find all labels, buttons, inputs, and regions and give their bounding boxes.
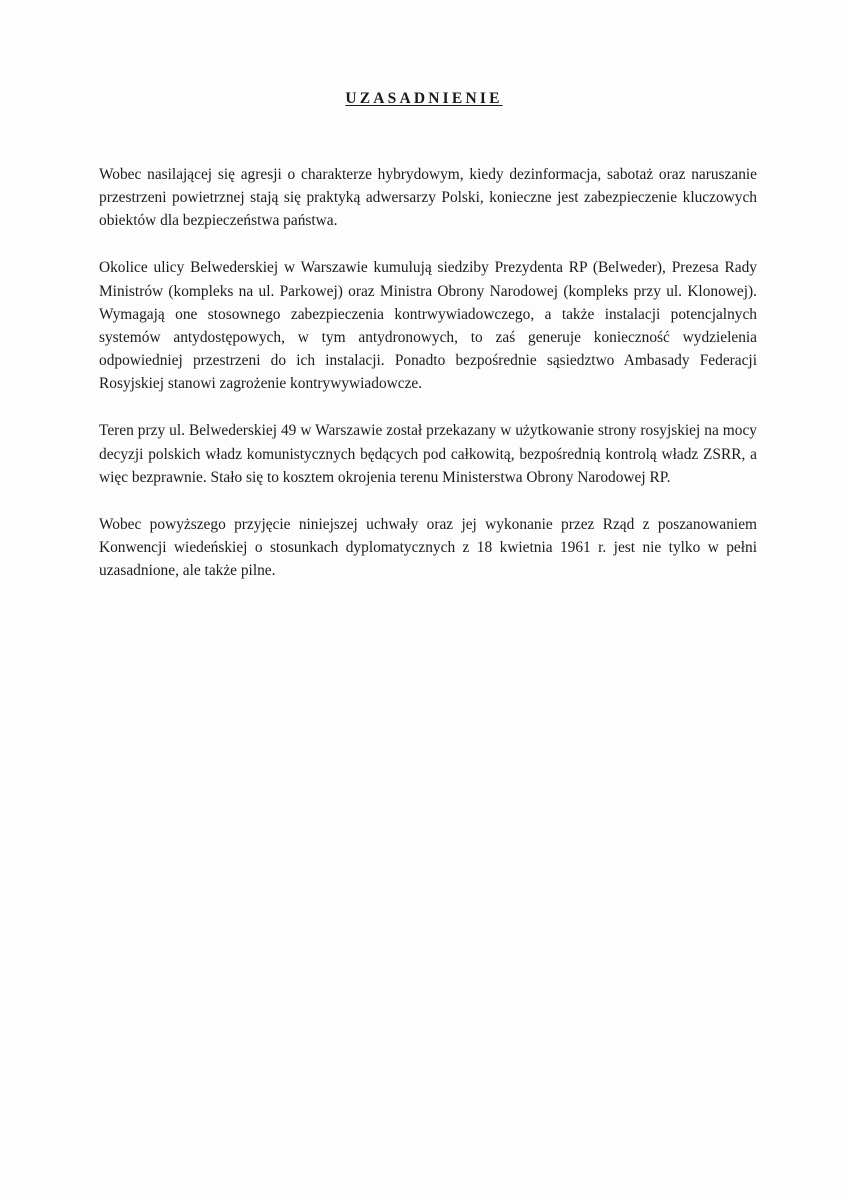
paragraph-2: Okolice ulicy Belwederskiej w Warszawie kumulują siedziby Prezydenta RP (Belweder), Prezesa Rady Ministrów (kompleks na ul. Parkowej) oraz Ministra Obrony Narodowej (kompleks przy ul. Klonowej). Wymagają one stosownego zabezpieczenia kontrwywiadowczego, a także instalacji potencjalnych systemów antydostępowych, w tym antydronowych, to zaś generuje konieczność wydzielenia odpowiedniej przestrzeni do ich instalacji. Ponadto bezpośrednie sąsiedztwo Ambasady Federacji Rosyjskiej stanowi zagrożenie kontrywywiadowcze. (99, 259, 757, 393)
paragraph-1: Wobec nasilającej się agresji o charakterze hybrydowym, kiedy dezinformacja, sabotaż oraz naruszanie przestrzeni powietrznej stają się praktyką adwersarzy Polski, konieczne jest zabezpieczenie kluczowych obiektów dla bezpieczeństwa państwa. (99, 166, 757, 230)
paragraph-3: Teren przy ul. Belwederskiej 49 w Warszawie został przekazany w użytkowanie strony rosyjskiej na mocy decyzji polskich władz komunistycznych będących pod całkowitą, bezpośrednią kontrolą władz ZSRR, a więc bezprawnie. Stało się to kosztem okrojenia terenu Ministerstwa Obrony Narodowej RP. (99, 422, 757, 486)
paragraph-4: Wobec powyższego przyjęcie niniejszej uchwały oraz jej wykonanie przez Rząd z poszanowaniem Konwencji wiedeńskiej o stosunkach dyplomatycznych z 18 kwietnia 1961 r. jest nie tylko w pełni uzasadnione, ale także pilne. (99, 515, 757, 580)
document-body (99, 163, 757, 606)
document-title: UZASADNIENIE (345, 90, 503, 107)
